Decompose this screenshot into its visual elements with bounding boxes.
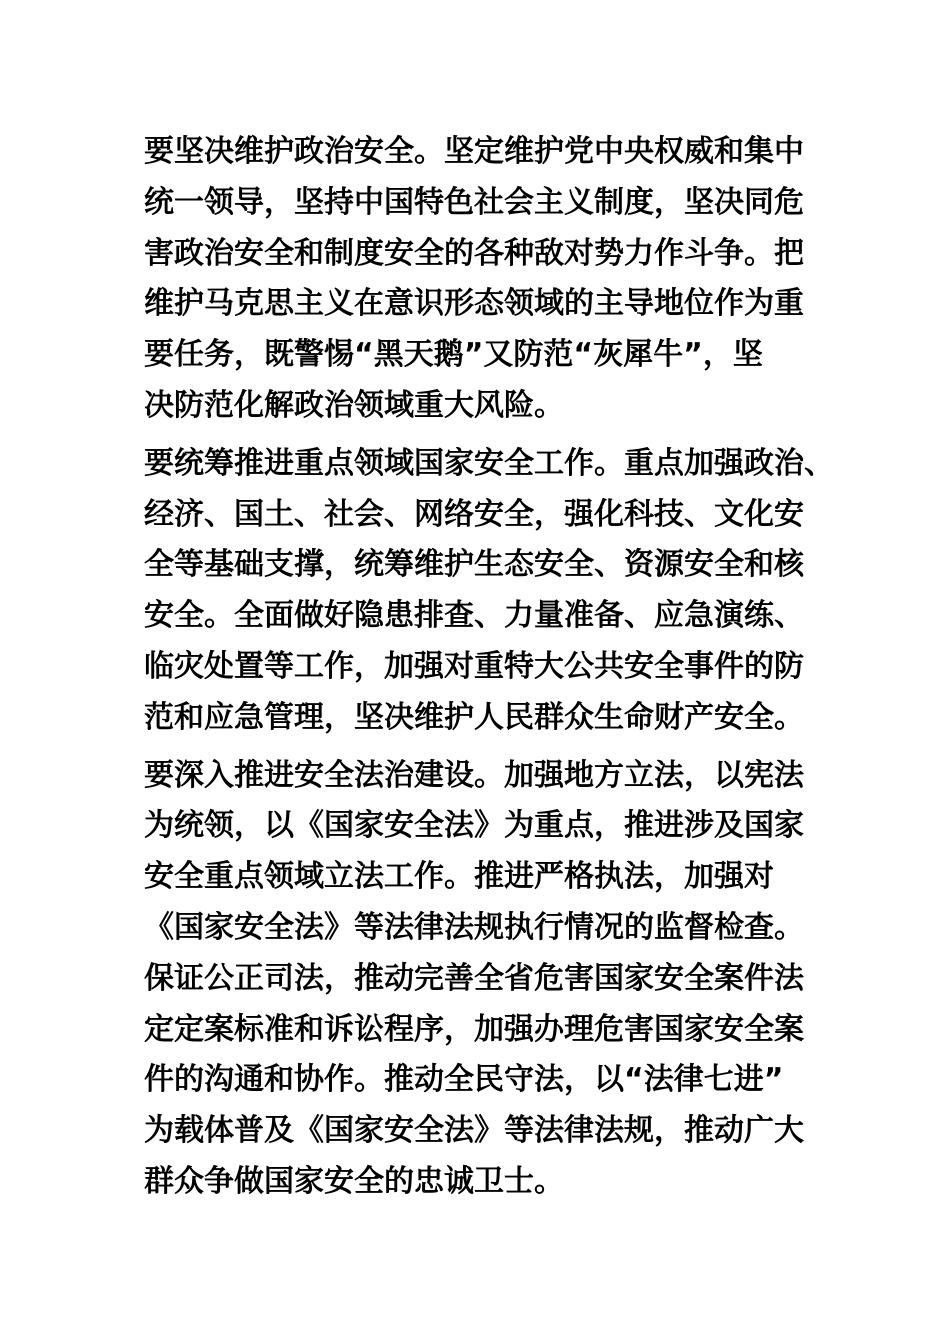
- text-line: 定定案标准和诉讼程序，加强办理危害国家安全案: [144, 1011, 804, 1047]
- text-line: 为载体普及《国家安全法》等法律法规，推动广大: [144, 1113, 804, 1149]
- document-body: [144, 127, 834, 1215]
- text-line: 件的沟通和协作。推动全民守法，以“法律七进”: [144, 1062, 784, 1098]
- text-line: 安全重点领域立法工作。推进严格执法，加强对: [144, 859, 774, 895]
- text-line: 范和应急管理，坚决维护人民群众生命财产安全。: [144, 699, 804, 735]
- text-line: 要坚决维护政治安全。坚定维护党中央权威和集中: [144, 134, 804, 169]
- text-line: 维护马克思主义在意识形态领域的主导地位作为重: [144, 286, 804, 322]
- text-line: 要深入推进安全法治建设。加强地方立法，以宪法: [144, 757, 804, 793]
- text-line: 群众争做国家安全的忠诚卫士。: [144, 1163, 564, 1199]
- text-line: 要统筹推进重点领域国家安全工作。重点加强政治、: [144, 445, 834, 481]
- text-line: 安全。全面做好隐患排查、力量准备、应急演练、: [144, 598, 804, 634]
- text-line: 临灾处置等工作，加强对重特大公共安全事件的防: [144, 648, 804, 684]
- text-line: 《国家安全法》等法律法规执行情况的监督检查。: [144, 909, 804, 945]
- text-line: 决防范化解政治领域重大风险。: [144, 387, 564, 423]
- paragraph-key-areas-security: [144, 439, 834, 744]
- text-line: 保证公正司法，推动完善全省危害国家安全案件法: [144, 960, 804, 996]
- text-line: 害政治安全和制度安全的各种敌对势力作斗争。把: [144, 235, 804, 271]
- text-line: 要任务，既警惕“黑天鹅”又防范“灰犀牛”，坚: [144, 337, 763, 373]
- text-line: 统一领导，坚持中国特色社会主义制度，坚决同危: [144, 184, 804, 220]
- paragraph-political-security: [144, 127, 834, 432]
- paragraph-rule-of-law: [144, 751, 834, 1208]
- text-line: 为统领，以《国家安全法》为重点，推进涉及国家: [144, 808, 804, 844]
- text-line: 经济、国土、社会、网络安全，强化科技、文化安: [144, 496, 804, 532]
- text-line: 全等基础支撑，统筹维护生态安全、资源安全和核: [144, 547, 804, 583]
